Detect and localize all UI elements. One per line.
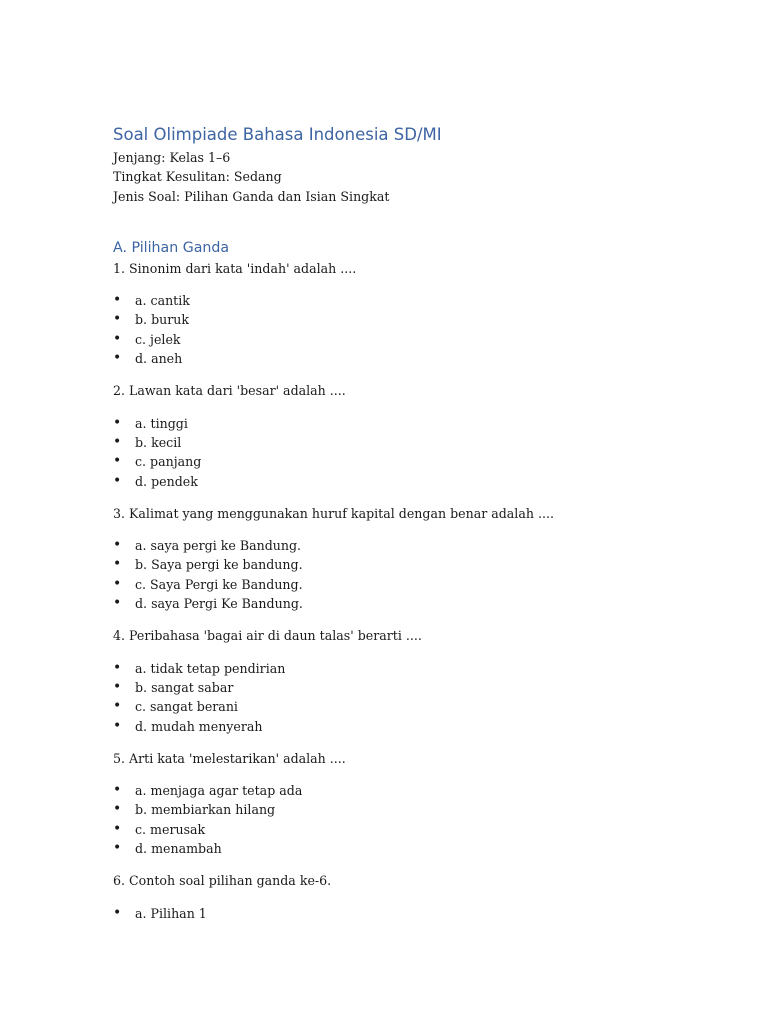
option-label: a. tidak tetap pendirian <box>135 660 286 676</box>
document-title: Soal Olimpiade Bahasa Indonesia SD/MI <box>113 125 442 144</box>
option-list <box>113 904 713 923</box>
option-item <box>113 349 713 368</box>
question-block-6 <box>113 871 713 923</box>
bullet-icon: • <box>113 820 122 837</box>
bullet-icon: • <box>113 698 122 715</box>
question-block-5 <box>113 749 713 858</box>
bullet-icon: • <box>113 840 122 857</box>
option-list <box>113 414 713 491</box>
option-list <box>113 659 713 736</box>
option-item <box>113 697 713 716</box>
bullet-icon: • <box>113 311 122 328</box>
option-label: a. Pilihan 1 <box>135 905 207 921</box>
bullet-icon: • <box>113 595 122 612</box>
option-item <box>113 820 713 839</box>
document-page <box>113 124 713 936</box>
option-item <box>113 575 713 594</box>
bullet-icon: • <box>113 659 122 676</box>
bullet-icon: • <box>113 414 122 431</box>
option-list <box>113 781 713 858</box>
option-item <box>113 839 713 858</box>
option-label: d. aneh <box>135 351 183 367</box>
option-label: c. sangat berani <box>135 699 238 715</box>
bullet-icon: • <box>113 575 122 592</box>
bullet-icon: • <box>113 556 122 573</box>
option-label: b. kecil <box>135 434 182 450</box>
document-meta <box>113 148 713 206</box>
option-label: a. saya pergi ke Bandung. <box>135 538 302 554</box>
option-item <box>113 291 713 310</box>
bullet-icon: • <box>113 453 122 470</box>
option-item <box>113 800 713 819</box>
option-item <box>113 536 713 555</box>
question-text: 3. Kalimat yang menggunakan huruf kapital dengan benar adalah .... <box>113 505 554 521</box>
option-item <box>113 330 713 349</box>
question-block-4 <box>113 626 713 735</box>
option-item <box>113 452 713 471</box>
question-text: 4. Peribahasa 'bagai air di daun talas' berarti .... <box>113 628 422 644</box>
meta-level: Jenjang: Kelas 1–6 <box>113 150 231 165</box>
bullet-icon: • <box>113 433 122 450</box>
option-label: b. buruk <box>135 312 190 328</box>
option-label: c. jelek <box>135 331 181 347</box>
option-label: c. merusak <box>135 821 206 837</box>
option-label: a. cantik <box>135 293 190 309</box>
question-text: 6. Contoh soal pilihan ganda ke-6. <box>113 873 332 889</box>
option-label: c. Saya Pergi ke Bandung. <box>135 576 303 592</box>
option-list <box>113 291 713 368</box>
bullet-icon: • <box>113 472 122 489</box>
option-label: b. Saya pergi ke bandung. <box>135 557 303 573</box>
option-label: d. menambah <box>135 841 222 857</box>
option-item <box>113 594 713 613</box>
bullet-icon: • <box>113 537 122 554</box>
question-block-1 <box>113 259 713 368</box>
option-label: a. menjaga agar tetap ada <box>135 783 303 799</box>
option-item <box>113 659 713 678</box>
option-label: d. saya Pergi Ke Bandung. <box>135 596 303 612</box>
option-item <box>113 717 713 736</box>
meta-question-type: Jenis Soal: Pilihan Ganda dan Isian Singkat <box>113 188 390 204</box>
option-item <box>113 904 713 923</box>
section-heading: A. Pilihan Ganda <box>113 239 230 256</box>
option-label: c. panjang <box>135 454 202 470</box>
option-item <box>113 414 713 433</box>
question-text: 5. Arti kata 'melestarikan' adalah .... <box>113 750 346 766</box>
bullet-icon: • <box>113 350 122 367</box>
option-label: b. sangat sabar <box>135 679 234 695</box>
bullet-icon: • <box>113 678 122 695</box>
meta-difficulty: Tingkat Kesulitan: Sedang <box>113 169 282 185</box>
question-text: 1. Sinonim dari kata 'indah' adalah .... <box>113 260 357 276</box>
option-label: b. membiarkan hilang <box>135 802 276 818</box>
option-item <box>113 781 713 800</box>
option-label: a. tinggi <box>135 415 188 431</box>
bullet-icon: • <box>113 801 122 818</box>
bullet-icon: • <box>113 292 122 309</box>
option-item <box>113 310 713 329</box>
question-block-2 <box>113 381 713 490</box>
option-item <box>113 678 713 697</box>
option-label: d. mudah menyerah <box>135 718 263 734</box>
bullet-icon: • <box>113 717 122 734</box>
option-item <box>113 555 713 574</box>
option-item <box>113 472 713 491</box>
option-item <box>113 433 713 452</box>
question-text: 2. Lawan kata dari 'besar' adalah .... <box>113 383 346 399</box>
bullet-icon: • <box>113 904 122 921</box>
option-list <box>113 536 713 613</box>
question-block-3 <box>113 504 713 613</box>
bullet-icon: • <box>113 330 122 347</box>
bullet-icon: • <box>113 782 122 799</box>
option-label: d. pendek <box>135 473 198 489</box>
